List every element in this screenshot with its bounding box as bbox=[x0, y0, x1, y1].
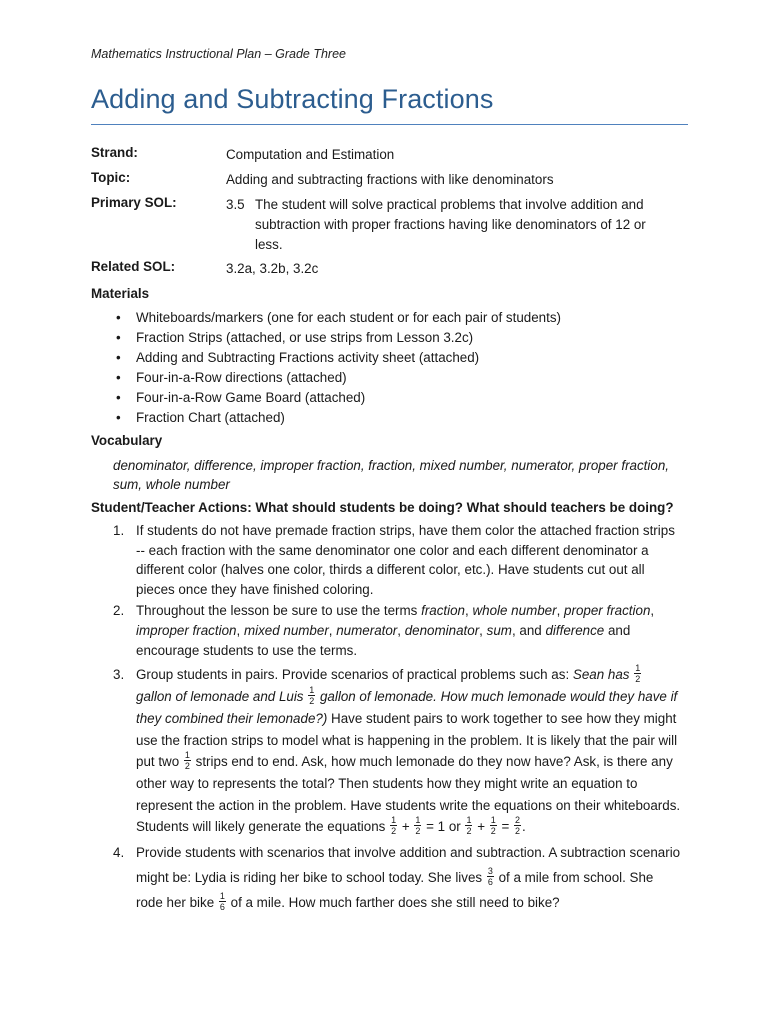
primary-sol-label: Primary SOL: bbox=[91, 195, 177, 210]
actions-heading: Student/Teacher Actions: What should students be doing? What should teachers be doing? bbox=[91, 500, 674, 515]
bullet-icon: • bbox=[116, 310, 121, 325]
list-item: 2. Throughout the lesson be sure to use the terms fraction, whole number, proper fraction, improper fraction, mixed number, numerator, denominator, sum, and difference and encourage students to use the terms. bbox=[113, 603, 655, 658]
fraction-one-half: $\frac{1}{2}$ bbox=[466, 814, 472, 836]
fraction-one-half: $\frac{1}{2}$ bbox=[415, 814, 421, 836]
fraction-one-half: $\frac{1}{2}$ bbox=[391, 814, 397, 836]
strand-label: Strand: bbox=[91, 145, 138, 160]
related-sol-value: 3.2a, 3.2b, 3.2c bbox=[226, 261, 319, 276]
topic-label: Topic: bbox=[91, 170, 131, 185]
page-title: Adding and Subtracting Fractions bbox=[91, 84, 494, 114]
materials-heading: Materials bbox=[91, 286, 150, 301]
running-header: Mathematics Instructional Plan – Grade Three bbox=[91, 47, 346, 61]
list-item: 3. Group students in pairs. Provide scenarios of practical problems such as: Sean has $\frac{1}{2}$ gallon of lemonade and Luis $\frac{1}{2}$ gallon of lemonade. How much lemonade would they have if they combined their lemonade?) Have student pairs to work together to see how they might use the fraction strips to model what is happening in the problem. It is likely that the pair will put two $\frac{1}{2}$ strips end to end. Ask, how much lemonade do they now have? Ask, is there any other way to represents the total? Then students how they might write an equation to represent the action in the problem. Have students write the equations on their whiteboards. Students will likely generate the equations $\frac{1}{2}$ + $\frac{1}{2}$ = 1 or $\frac{1}{2}$ + $\frac{1}{2}$ = $\frac{2}{2}$ . bbox=[113, 663, 681, 836]
fraction-three-sixths: $\frac{3}{6}$ bbox=[487, 865, 493, 887]
topic-value: Adding and subtracting fractions with like denominators bbox=[226, 172, 554, 187]
fraction-one-half: $\frac{1}{2}$ bbox=[184, 750, 190, 772]
list-item: • Four-in-a-Row Game Board (attached) bbox=[91, 388, 561, 408]
vocabulary-heading: Vocabulary bbox=[91, 433, 163, 448]
list-item: 1. If students do not have premade fraction strips, have them color the attached fraction strips -- each fraction with the same denominator one color and each different denominator a different color (halves one color, thirds a different color, etc.). Have students cut out all pieces once they have finished coloring. bbox=[113, 523, 675, 597]
bullet-icon: • bbox=[116, 330, 121, 345]
fraction-one-sixth: $\frac{1}{6}$ bbox=[219, 890, 225, 912]
bullet-icon: • bbox=[116, 370, 121, 385]
bullet-icon: • bbox=[116, 350, 121, 365]
related-sol-label: Related SOL: bbox=[91, 259, 176, 274]
primary-sol-value bbox=[226, 195, 671, 255]
primary-sol-number: 3.5 bbox=[226, 197, 245, 212]
vocabulary-terms: denominator, difference, improper fraction, fraction, mixed number, numerator, proper fraction, sum, whole number bbox=[113, 458, 669, 492]
list-item: • Four-in-a-Row directions (attached) bbox=[91, 368, 561, 388]
list-item: 4. Provide students with scenarios that involve addition and subtraction. A subtraction scenario might be: Lydia is riding her bike to school today. She lives $\frac{3}{6}$ of a mile from school. She rode her bike $\frac{1}{6}$ of a mile. How much farther does she still need to bike? bbox=[113, 844, 681, 912]
bullet-icon: • bbox=[116, 390, 121, 405]
strand-value: Computation and Estimation bbox=[226, 147, 395, 162]
title-divider bbox=[91, 124, 688, 125]
fraction-one-half: $\frac{1}{2}$ bbox=[309, 685, 315, 707]
materials-list bbox=[91, 308, 561, 428]
list-item: • Fraction Strips (attached, or use strips from Lesson 3.2c) bbox=[91, 328, 561, 348]
bullet-icon: • bbox=[116, 410, 121, 425]
fraction-two-halves: $\frac{2}{2}$ bbox=[515, 814, 521, 836]
primary-sol-text: The student will solve practical problems that involve addition and subtraction with proper fractions having like denominators of 12 or less. bbox=[255, 197, 646, 252]
fraction-one-half: $\frac{1}{2}$ bbox=[490, 814, 496, 836]
fraction-one-half: $\frac{1}{2}$ bbox=[635, 663, 641, 685]
list-item: • Adding and Subtracting Fractions activity sheet (attached) bbox=[91, 348, 561, 368]
list-item: • Fraction Chart (attached) bbox=[91, 408, 561, 428]
list-item: • Whiteboards/markers (one for each student or for each pair of students) bbox=[91, 308, 561, 328]
actions-list bbox=[91, 521, 681, 915]
